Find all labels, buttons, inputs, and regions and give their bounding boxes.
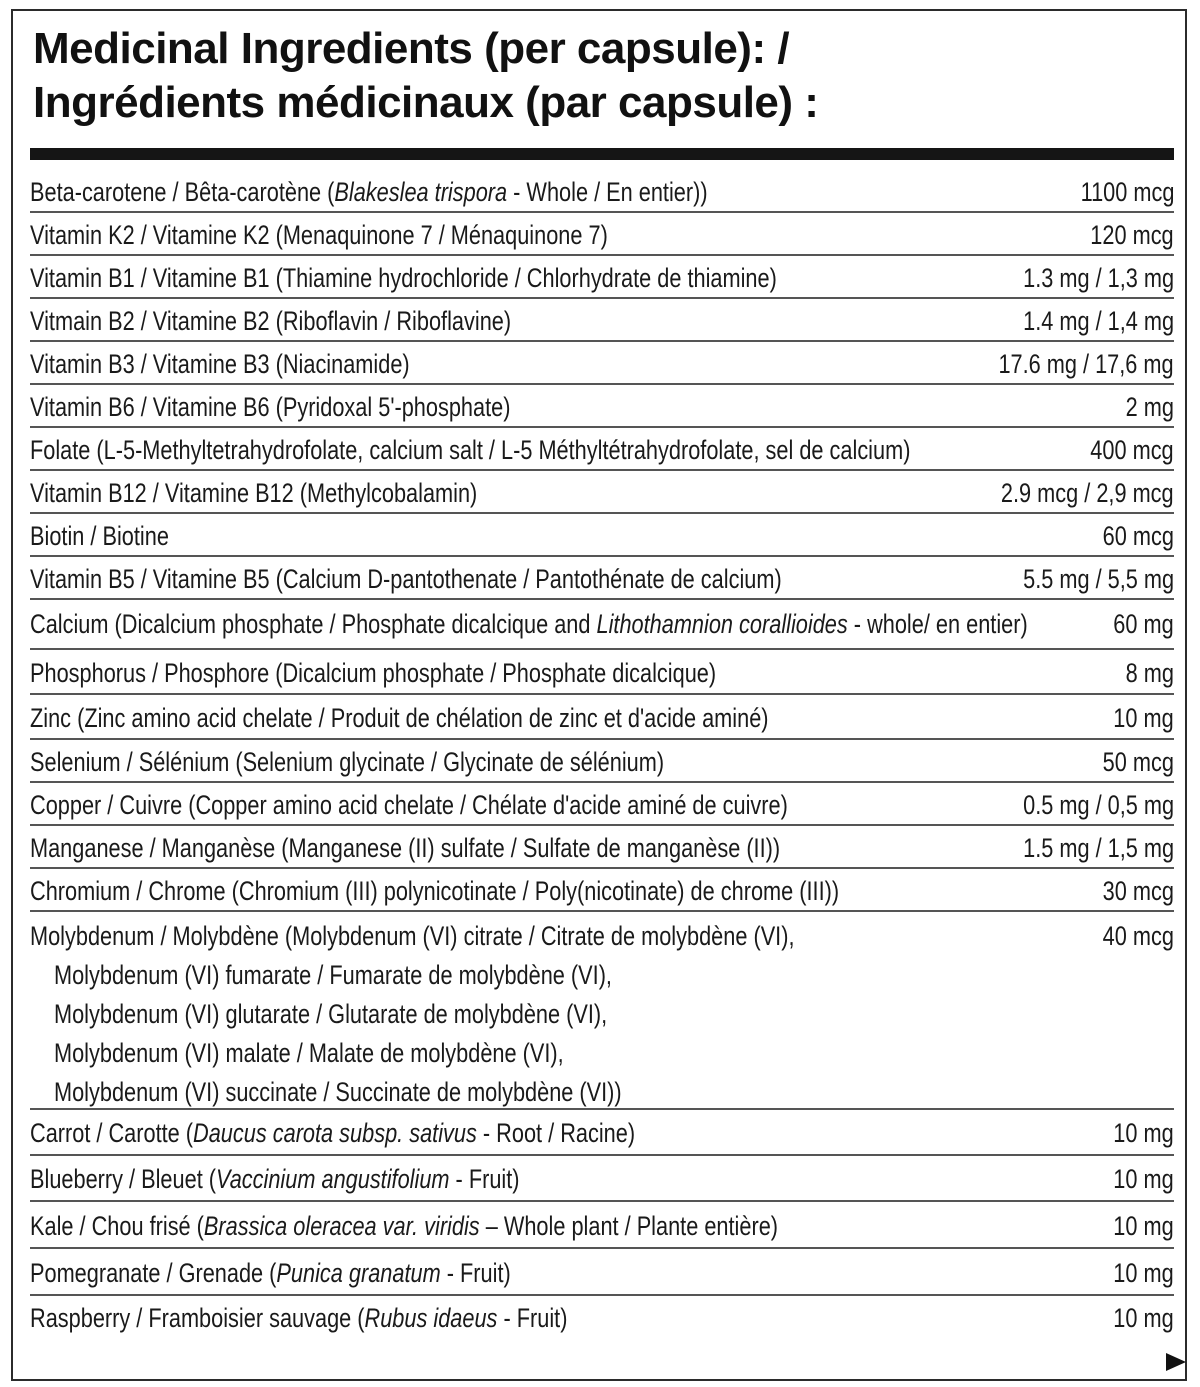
name-text: – Whole plant / Plante entière) [479, 1211, 779, 1241]
ingredient-amount: 1100 mcg [1080, 177, 1174, 207]
ingredient-amount: 5.5 mg / 5,5 mg [1023, 564, 1174, 594]
table-row [30, 912, 1174, 1110]
table-row [30, 650, 1174, 695]
ingredient-name [30, 171, 708, 213]
ingredient-name [30, 214, 608, 256]
ingredient-amount: 0.5 mg / 0,5 mg [1023, 790, 1174, 820]
name-text: Vitamin B5 / Vitamine B5 (Calcium D-pantothenate / Pantothénate de calcium) [30, 564, 782, 594]
ingredient-amount: 10 mg [1113, 1164, 1174, 1194]
ingredient-name [30, 1158, 520, 1200]
table-row [30, 213, 1174, 256]
table-row [30, 1296, 1174, 1340]
table-row [30, 170, 1174, 213]
table-row [30, 740, 1174, 783]
ingredient-continuation: Molybdenum (VI) glutarate / Glutarate de molybdène (VI), [54, 999, 608, 1029]
ingredient-name [30, 1252, 511, 1294]
ingredient-amount: 8 mg [1125, 658, 1174, 688]
ingredient-amount: 1.3 mg / 1,3 mg [1023, 263, 1174, 293]
table-row [30, 471, 1174, 514]
ingredient-name [30, 784, 788, 826]
name-text: Biotin / Biotine [30, 521, 169, 551]
name-text: Kale / Chou frisé ( [30, 1211, 204, 1241]
ingredient-continuation: Molybdenum (VI) malate / Malate de molybdène (VI), [54, 1038, 564, 1068]
ingredient-amount: 120 mcg [1090, 220, 1174, 250]
ingredient-name [30, 515, 169, 557]
table-row [30, 1202, 1174, 1249]
table-row [30, 514, 1174, 557]
ingredient-name [30, 386, 510, 428]
ingredient-name [30, 870, 839, 912]
name-text: - Fruit) [440, 1258, 511, 1288]
name-text: - Whole / En entier)) [507, 177, 708, 207]
name-text: Selenium / Sélénium (Selenium glycinate / Glycinate de sélénium) [30, 747, 665, 777]
ingredient-name [30, 603, 1028, 645]
table-row [30, 826, 1174, 869]
name-text: Copper / Cuivre (Copper amino acid chelate / Chélate d'acide aminé de cuivre) [30, 790, 788, 820]
title-rule [30, 148, 1174, 160]
name-text: Vitamin B1 / Vitamine B1 (Thiamine hydrochloride / Chlorhydrate de thiamine) [30, 263, 777, 293]
ingredient-amount: 50 mcg [1102, 747, 1174, 777]
name-text: Folate (L-5-Methyltetrahydrofolate, calcium salt / L-5 Méthyltétrahydrofolate, sel de calcium) [30, 435, 911, 465]
ingredient-amount: 60 mcg [1102, 521, 1174, 551]
ingredient-name [30, 343, 410, 385]
ingredient-name [30, 1112, 635, 1154]
latin-name: Punica granatum [276, 1258, 441, 1288]
ingredient-continuation: Molybdenum (VI) fumarate / Fumarate de molybdène (VI), [54, 960, 612, 990]
name-text: Pomegranate / Grenade ( [30, 1258, 277, 1288]
table-row [30, 428, 1174, 471]
title-english: Medicinal Ingredients (per capsule): / [33, 24, 790, 73]
ingredient-name [30, 1205, 778, 1247]
ingredient-continuation: Molybdenum (VI) succinate / Succinate de molybdène (VI)) [54, 1077, 622, 1107]
table-row [30, 695, 1174, 740]
name-text: - Root / Racine) [476, 1118, 636, 1148]
name-text: Molybdenum / Molybdène (Molybdenum (VI) citrate / Citrate de molybdène (VI), [30, 921, 795, 951]
ingredient-amount: 40 mcg [1102, 921, 1174, 951]
ingredient-name [30, 652, 716, 694]
name-text: Blueberry / Bleuet ( [30, 1164, 217, 1194]
name-text: Beta-carotene / Bêta-carotène ( [30, 177, 335, 207]
ingredient-name [30, 1297, 567, 1339]
ingredient-amount: 2 mg [1125, 392, 1174, 422]
title-french: Ingrédients médicinaux (par capsule) : [33, 78, 819, 127]
table-row [30, 783, 1174, 826]
table-row [30, 1156, 1174, 1202]
name-text: - Fruit) [449, 1164, 520, 1194]
ingredient-name [30, 827, 780, 869]
name-text: Vitamin K2 / Vitamine K2 (Menaquinone 7 / Ménaquinone 7) [30, 220, 608, 250]
name-text: Carrot / Carotte ( [30, 1118, 194, 1148]
table-row [30, 385, 1174, 428]
ingredient-name [30, 697, 769, 739]
name-text: Vitamin B12 / Vitamine B12 (Methylcobalamin) [30, 478, 478, 508]
name-text: Phosphorus / Phosphore (Dicalcium phosphate / Phosphate dicalcique) [30, 658, 717, 688]
ingredient-name [30, 300, 511, 342]
ingredient-amount: 10 mg [1113, 1258, 1174, 1288]
ingredient-name [30, 257, 777, 299]
name-text: Vitamin B6 / Vitamine B6 (Pyridoxal 5'-phosphate) [30, 392, 511, 422]
table-row [30, 600, 1174, 650]
name-text: Chromium / Chrome (Chromium (III) polynicotinate / Poly(nicotinate) de chrome (III)) [30, 876, 840, 906]
ingredient-amount: 2.9 mcg / 2,9 mcg [1001, 478, 1174, 508]
name-text: Calcium (Dicalcium phosphate / Phosphate dicalcique and [30, 609, 597, 639]
play-arrow-icon [1166, 1353, 1186, 1371]
ingredient-name [30, 741, 664, 783]
ingredient-amount: 10 mg [1113, 1303, 1174, 1333]
name-text: Manganese / Manganèse (Manganese (II) sulfate / Sulfate de manganèse (II)) [30, 833, 781, 863]
table-row [30, 557, 1174, 600]
ingredient-name [30, 429, 910, 471]
table-row [30, 1110, 1174, 1156]
ingredient-amount: 30 mcg [1102, 876, 1174, 906]
ingredient-amount: 10 mg [1113, 703, 1174, 733]
table-row [30, 299, 1174, 342]
table-row [30, 869, 1174, 912]
table-row [30, 256, 1174, 299]
ingredient-name [30, 472, 477, 514]
latin-name: Daucus carota subsp. sativus [193, 1118, 477, 1148]
page-title [33, 22, 818, 130]
ingredient-amount: 400 mcg [1090, 435, 1174, 465]
ingredient-amount: 1.4 mg / 1,4 mg [1023, 306, 1174, 336]
name-text: Zinc (Zinc amino acid chelate / Produit de chélation de zinc et d'acide aminé) [30, 703, 769, 733]
ingredient-amount: 1.5 mg / 1,5 mg [1023, 833, 1174, 863]
name-text: Raspberry / Framboisier sauvage ( [30, 1303, 365, 1333]
latin-name: Vaccinium angustifolium [216, 1164, 450, 1194]
latin-name: Lithothamnion corallioides [596, 609, 848, 639]
ingredient-name [30, 915, 795, 957]
name-text: - Fruit) [497, 1303, 568, 1333]
latin-name: Brassica oleracea var. viridis [203, 1211, 480, 1241]
ingredient-amount: 17.6 mg / 17,6 mg [998, 349, 1174, 379]
latin-name: Blakeslea trispora [334, 177, 508, 207]
name-text: - whole/ en entier) [847, 609, 1028, 639]
table-row [30, 1249, 1174, 1296]
ingredient-amount: 10 mg [1113, 1211, 1174, 1241]
ingredient-amount: 10 mg [1113, 1118, 1174, 1148]
name-text: Vitamin B3 / Vitamine B3 (Niacinamide) [30, 349, 410, 379]
ingredient-amount: 60 mg [1113, 609, 1174, 639]
ingredient-name [30, 558, 782, 600]
table-row [30, 342, 1174, 385]
latin-name: Rubus idaeus [364, 1303, 498, 1333]
name-text: Vitmain B2 / Vitamine B2 (Riboflavin / Riboflavine) [30, 306, 512, 336]
